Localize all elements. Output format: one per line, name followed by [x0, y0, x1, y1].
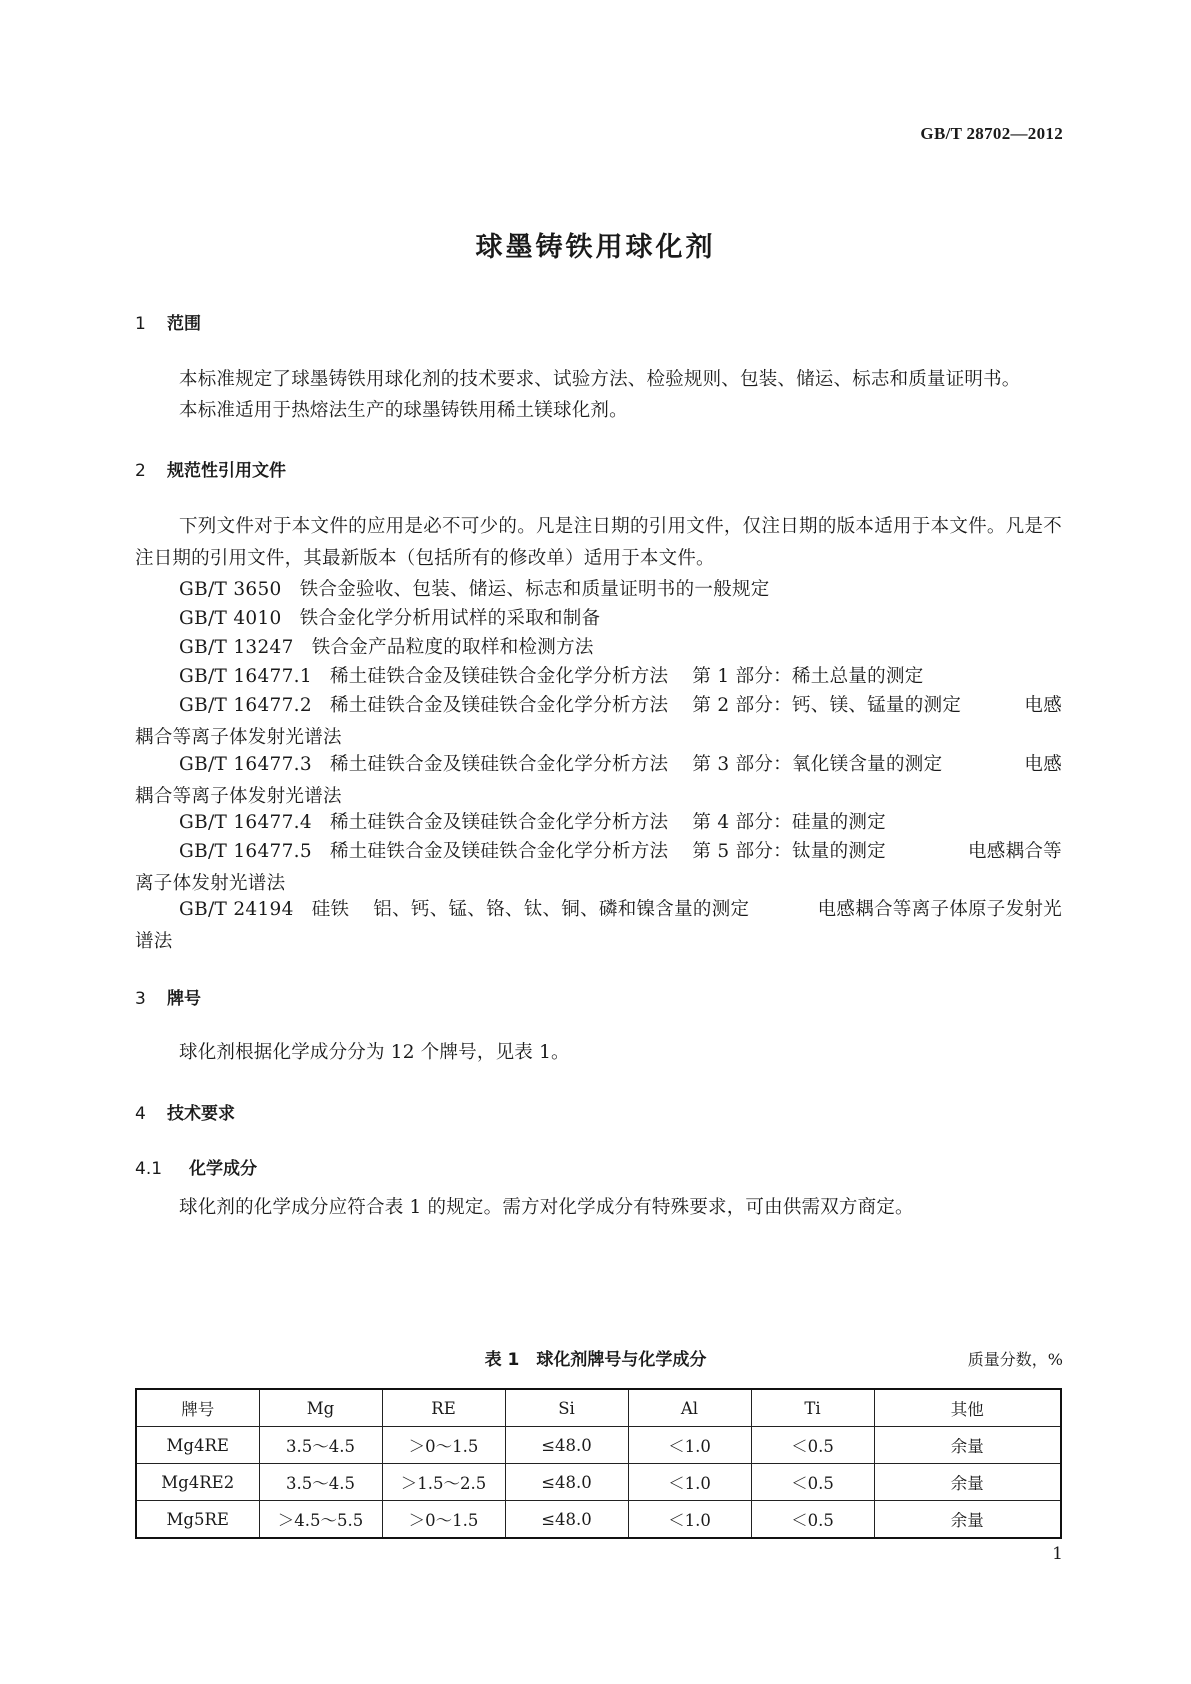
reference-item	[135, 894, 1062, 957]
document-title: 球墨铸铁用球化剂	[475, 232, 716, 263]
table-cell: 余量	[874, 1427, 1061, 1464]
section-4-heading	[135, 1099, 235, 1124]
reference-continuation: 耦合等离子体发射光谱法	[135, 785, 342, 807]
header-cell: RE	[382, 1389, 505, 1427]
reference-item	[135, 807, 1062, 839]
table-cell: ＜1.0	[628, 1501, 751, 1539]
chemical-composition-paragraph: 球化剂的化学成分应符合表 1 的规定。需方对化学成分有特殊要求，可由供需双方商定。	[179, 1197, 914, 1218]
composition-table	[135, 1388, 1062, 1539]
standard-code: GB/T 28702—2012	[920, 124, 1063, 143]
section-number: 3	[135, 989, 146, 1009]
table-cell: ≤48.0	[505, 1427, 628, 1464]
grade-paragraph: 球化剂根据化学成分分为 12 个牌号，见表 1。	[179, 1042, 570, 1063]
reference-title: 稀土硅铁合金及镁硅铁合金化学分析方法	[329, 812, 669, 833]
subsection-number: 4.1	[135, 1159, 163, 1179]
reference-title: 稀土硅铁合金及镁硅铁合金化学分析方法	[329, 666, 669, 687]
table-cell: ≤48.0	[505, 1501, 628, 1539]
reference-tail: 电感	[1024, 754, 1062, 775]
table-cell: ＜0.5	[751, 1501, 874, 1539]
reference-item	[135, 836, 1062, 899]
scope-paragraph-2: 本标准适用于热熔法生产的球墨铸铁用稀土镁球化剂。	[179, 400, 628, 421]
table-cell: 余量	[874, 1501, 1061, 1539]
header-cell: Mg	[259, 1389, 382, 1427]
header-cell: Ti	[751, 1389, 874, 1427]
table-cell: ＜1.0	[628, 1464, 751, 1501]
subsection-4-1-heading	[135, 1154, 257, 1179]
section-number: 4	[135, 1104, 146, 1124]
table-caption: 表 1 球化剂牌号与化学成分	[484, 1350, 707, 1370]
reference-continuation: 耦合等离子体发射光谱法	[135, 726, 342, 748]
section-3-heading	[135, 984, 201, 1009]
table-row	[136, 1427, 1061, 1464]
reference-title: 稀土硅铁合金及镁硅铁合金化学分析方法	[329, 754, 669, 775]
reference-code: GB/T 16477.3	[179, 754, 312, 775]
reference-title: 铁合金验收、包装、储运、标志和质量证明书的一般规定	[299, 579, 770, 600]
table-cell: ＞0～1.5	[382, 1427, 505, 1464]
reference-title: 稀土硅铁合金及镁硅铁合金化学分析方法	[329, 841, 669, 862]
reference-part: 第 1 部分：稀土总量的测定	[692, 666, 924, 687]
table-cell: 3.5～4.5	[259, 1427, 382, 1464]
header-cell: Si	[505, 1389, 628, 1427]
section-title: 技术要求	[167, 1104, 235, 1124]
table-row	[136, 1464, 1061, 1501]
reference-item	[135, 574, 1062, 606]
header-cell: 牌号	[136, 1389, 259, 1427]
subsection-title: 化学成分	[189, 1159, 257, 1179]
table-cell: Mg5RE	[136, 1501, 259, 1539]
section-1-heading	[135, 309, 201, 334]
section-title: 规范性引用文件	[167, 461, 286, 481]
reference-code: GB/T 4010	[179, 608, 282, 629]
reference-title: 硅铁	[311, 899, 350, 920]
reference-continuation: 离子体发射光谱法	[135, 872, 286, 894]
table-row	[136, 1501, 1061, 1539]
section-title: 范围	[167, 314, 201, 334]
reference-title: 稀土硅铁合金及镁硅铁合金化学分析方法	[329, 695, 669, 716]
table-header-row	[136, 1389, 1061, 1427]
reference-item	[135, 603, 1062, 635]
reference-part: 第 4 部分：硅量的测定	[692, 812, 886, 833]
reference-tail: 电感	[1024, 695, 1062, 716]
table-cell: ＜1.0	[628, 1427, 751, 1464]
table-cell: Mg4RE2	[136, 1464, 259, 1501]
table-cell: Mg4RE	[136, 1427, 259, 1464]
table-cell: ＜0.5	[751, 1464, 874, 1501]
reference-part: 第 3 部分：氧化镁含量的测定	[692, 754, 943, 775]
section-number: 2	[135, 461, 146, 481]
section-number: 1	[135, 314, 146, 334]
reference-code: GB/T 3650	[179, 579, 282, 600]
table-cell: 余量	[874, 1464, 1061, 1501]
reference-item	[135, 690, 1062, 753]
table-cell: ≤48.0	[505, 1464, 628, 1501]
reference-title: 铁合金产品粒度的取样和检测方法	[311, 637, 594, 658]
section-2-heading	[135, 456, 286, 481]
table-cell: 3.5～4.5	[259, 1464, 382, 1501]
reference-item	[135, 661, 1062, 693]
header-cell: 其他	[874, 1389, 1061, 1427]
table-cell: ＜0.5	[751, 1427, 874, 1464]
section-title: 牌号	[167, 989, 201, 1009]
reference-item	[135, 632, 1062, 664]
reference-tail: 电感耦合等	[967, 841, 1062, 862]
reference-code: GB/T 13247	[179, 637, 294, 658]
reference-item	[135, 749, 1062, 812]
reference-part: 第 2 部分：钙、镁、锰量的测定	[692, 695, 962, 716]
reference-code: GB/T 16477.5	[179, 841, 312, 862]
reference-title: 铁合金化学分析用试样的采取和制备	[299, 608, 601, 629]
reference-part: 第 5 部分：钛量的测定	[692, 841, 886, 862]
reference-continuation: 谱法	[135, 930, 173, 952]
reference-code: GB/T 24194	[179, 899, 294, 920]
reference-part: 铝、钙、锰、铬、钛、铜、磷和镍含量的测定	[373, 899, 750, 920]
header-cell: Al	[628, 1389, 751, 1427]
scope-paragraph-1: 本标准规定了球墨铸铁用球化剂的技术要求、试验方法、检验规则、包装、储运、标志和质量证明书。	[179, 369, 1021, 390]
reference-tail: 电感耦合等离子体原子发射光	[817, 899, 1062, 920]
reference-code: GB/T 16477.1	[179, 666, 312, 687]
table-unit: 质量分数，%	[967, 1350, 1063, 1369]
table-cell: ＞4.5～5.5	[259, 1501, 382, 1539]
reference-code: GB/T 16477.2	[179, 695, 312, 716]
table-cell: ＞0～1.5	[382, 1501, 505, 1539]
references-intro: 下列文件对于本文件的应用是必不可少的。凡是注日期的引用文件，仅注日期的版本适用于本文件。凡是不注日期的引用文件，其最新版本（包括所有的修改单）适用于本文件。	[135, 516, 1062, 569]
page-number: 1	[1052, 1544, 1063, 1564]
table-cell: ＞1.5～2.5	[382, 1464, 505, 1501]
reference-code: GB/T 16477.4	[179, 812, 312, 833]
